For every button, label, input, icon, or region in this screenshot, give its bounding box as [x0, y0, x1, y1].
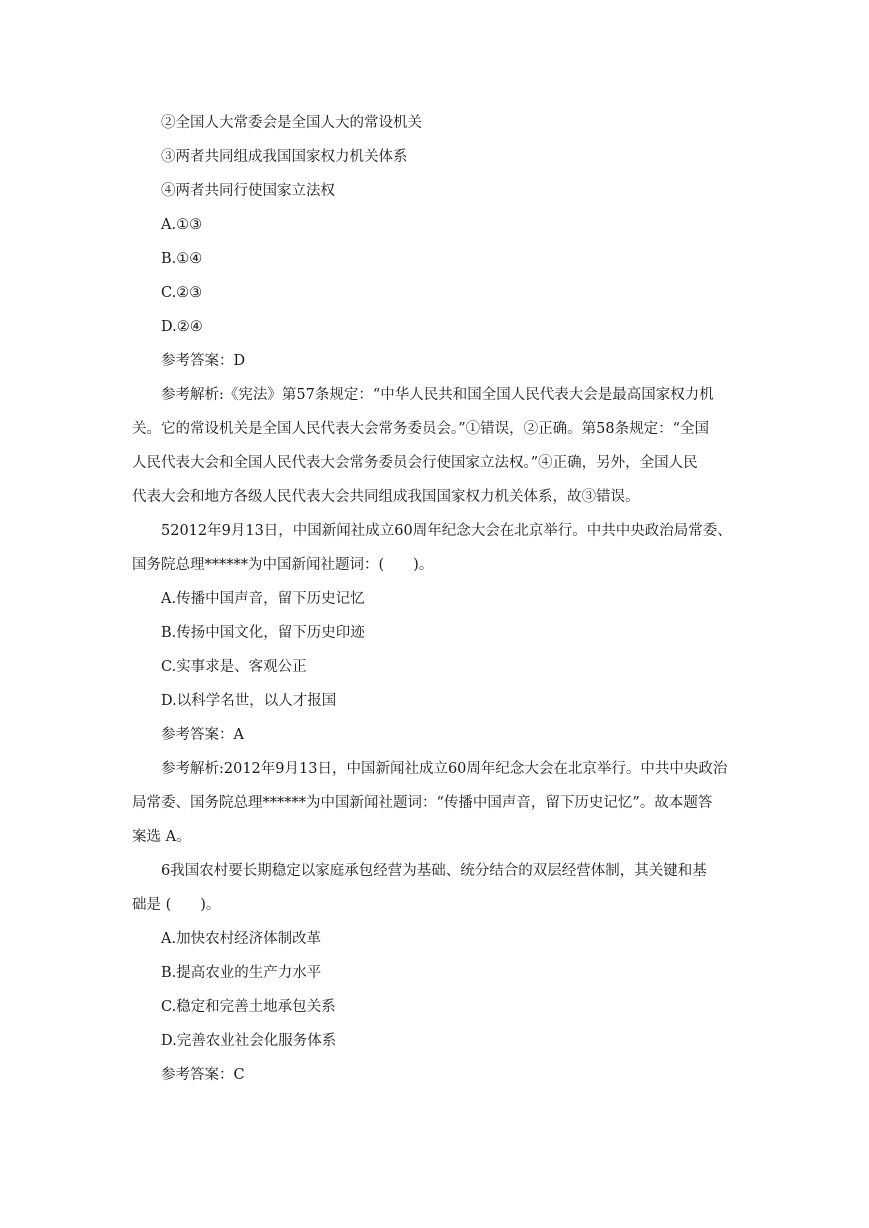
option-statement-4: ④两者共同行使国家立法权: [161, 183, 335, 199]
q5-option-a: A.传播中国声音，留下历史记忆: [161, 591, 365, 607]
q4-answer: 参考答案：D: [161, 353, 246, 369]
document-body: [132, 106, 738, 1092]
q5-explanation-line-1: 参考解析:2012年9月13日，中国新闻社成立60周年纪念大会在北京举行。中共中央政治: [161, 761, 728, 777]
q6-option-b: B.提高农业的生产力水平: [161, 965, 322, 981]
q5-question-line-2: 国务院总理******为中国新闻社题词：( )。: [132, 557, 434, 573]
option-statement-2: ②全国人大常委会是全国人大的常设机关: [161, 115, 422, 131]
q5-option-b: B.传扬中国文化，留下历史印迹: [161, 625, 365, 641]
q4-explanation-line-1: 参考解析:《宪法》第57条规定：“中华人民共和国全国人民代表大会是最高国家权力机: [161, 387, 714, 403]
q5-explanation-line-2: 局常委、国务院总理******为中国新闻社题词：“传播中国声音，留下历史记忆”。故本题答: [132, 795, 713, 811]
q6-question-line-1: 6我国农村要长期稳定以家庭承包经营为基础、统分结合的双层经营体制，其关键和基: [161, 863, 707, 879]
q4-explanation-line-4: 代表大会和地方各级人民代表大会共同组成我国国家权力机关体系，故③错误。: [132, 489, 640, 505]
q6-option-c: C.稳定和完善土地承包关系: [161, 999, 336, 1015]
q4-explanation-line-2: 关。它的常设机关是全国人民代表大会常务委员会。”①错误，②正确。第58条规定：“全国: [132, 421, 710, 437]
q4-explanation-line-3: 人民代表大会和全国人民代表大会常务委员会行使国家立法权。”④正确，另外，全国人民: [132, 455, 698, 471]
q4-option-b: B.①④: [161, 251, 203, 267]
q4-option-c: C.②③: [161, 285, 203, 301]
q6-answer: 参考答案：C: [161, 1067, 245, 1083]
q5-explanation-line-3: 案选 A。: [132, 829, 191, 845]
q5-option-d: D.以科学名世，以人才报国: [161, 693, 337, 709]
q4-option-a: A.①③: [161, 217, 203, 233]
q4-option-d: D.②④: [161, 319, 203, 335]
q6-option-d: D.完善农业社会化服务体系: [161, 1033, 337, 1049]
q5-question-line-1: 52012年9月13日，中国新闻社成立60周年纪念大会在北京举行。中共中央政治局常委、: [161, 523, 732, 539]
q6-question-line-2: 础是 ( )。: [132, 897, 221, 913]
q5-answer: 参考答案：A: [161, 727, 244, 743]
q5-option-c: C.实事求是、客观公正: [161, 659, 307, 675]
q6-option-a: A.加快农村经济体制改革: [161, 931, 322, 947]
option-statement-3: ③两者共同组成我国国家权力机关体系: [161, 149, 408, 165]
